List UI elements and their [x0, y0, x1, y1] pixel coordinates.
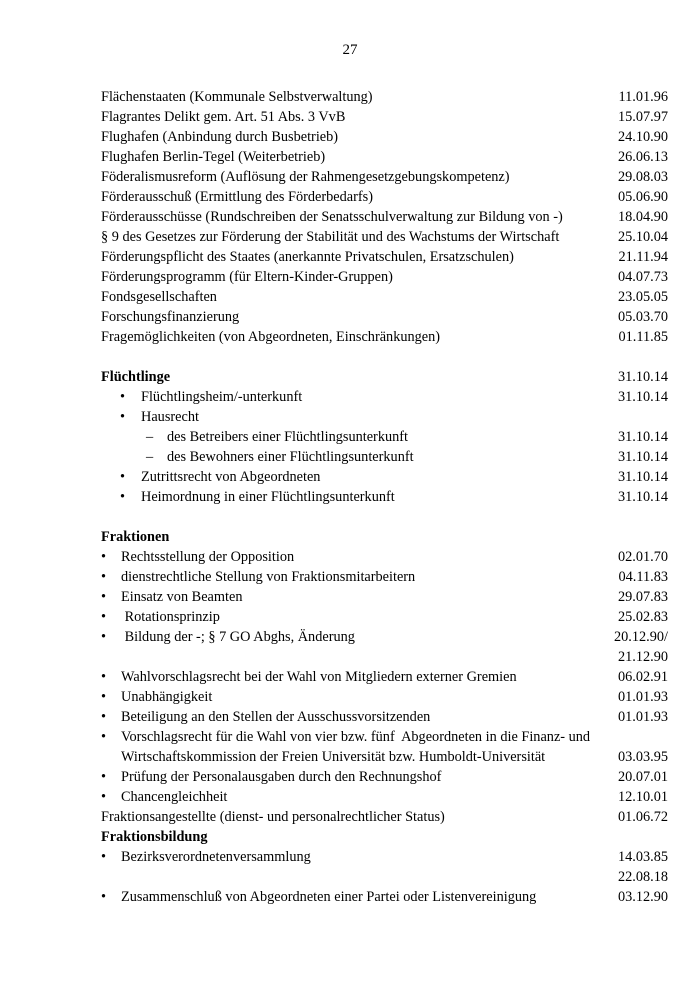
entry-date: 06.02.91 [617, 669, 668, 685]
bullet-icon: • [101, 669, 107, 685]
list-item-continuation [101, 747, 668, 767]
list-item [101, 607, 668, 627]
entry-text: dienstrechtliche Stellung von Fraktionsmitarbeitern [121, 569, 416, 585]
bullet-icon: • [101, 769, 107, 785]
index-entry [101, 287, 668, 307]
list-item [101, 567, 668, 587]
entry-text: Bezirksverordnetenversammlung [121, 849, 311, 865]
entry-text: Rotationsprinzip [121, 609, 220, 625]
bullet-icon: • [101, 729, 107, 745]
entry-text: Fragemöglichkeiten (von Abgeordneten, Einschränkungen) [101, 329, 441, 345]
list-item [101, 487, 668, 507]
bullet-icon: • [101, 889, 107, 905]
list-item [101, 627, 668, 647]
index-entry [101, 267, 668, 287]
entry-text: Vorschlagsrecht für die Wahl von vier bzw. fünf Abgeordneten in die Finanz- und [121, 729, 591, 745]
sub-list-item [101, 427, 668, 447]
entry-date: 31.10.14 [617, 489, 668, 505]
bullet-icon: • [120, 389, 126, 405]
index-entry [101, 127, 668, 147]
entry-text: Föderalismusreform (Auflösung der Rahmengesetzgebungskompetenz) [101, 169, 510, 185]
bullet-icon: • [101, 549, 107, 565]
entry-text: des Bewohners einer Flüchtlingsunterkunft [167, 449, 414, 465]
bullet-icon: • [120, 409, 126, 425]
entry-text: Unabhängigkeit [121, 689, 213, 705]
entry-text: § 9 des Gesetzes zur Förderung der Stabilität und des Wachstums der Wirtschaft [101, 229, 560, 245]
entry-text: Rechtsstellung der Opposition [121, 549, 295, 565]
entry-text: Wirtschaftskommission der Freien Universität bzw. Humboldt-Universität [121, 749, 546, 765]
bullet-icon: • [101, 789, 107, 805]
entry-date: 31.10.14 [617, 389, 668, 405]
entry-date: 26.06.13 [617, 149, 668, 165]
list-item [101, 767, 668, 787]
index-entry [101, 87, 668, 107]
entry-date: 03.12.90 [617, 889, 668, 905]
entry-text: Beteiligung an den Stellen der Ausschussvorsitzenden [121, 709, 431, 725]
entry-date: 31.10.14 [617, 469, 668, 485]
entry-date: 05.03.70 [617, 309, 668, 325]
entry-date: 29.08.03 [617, 169, 668, 185]
section-heading-text: Fraktionsbildung [101, 829, 208, 845]
index-entry [101, 167, 668, 187]
entry-text: Flughafen Berlin-Tegel (Weiterbetrieb) [101, 149, 326, 165]
entry-date: 24.10.90 [617, 129, 668, 145]
index-entry [101, 147, 668, 167]
entry-date: 05.06.90 [617, 189, 668, 205]
list-item [101, 887, 668, 907]
entry-date: 01.11.85 [618, 329, 668, 345]
list-item [101, 387, 668, 407]
entry-text: Flüchtlingsheim/-unterkunft [141, 389, 303, 405]
entry-date: 29.07.83 [617, 589, 668, 605]
entry-date: 01.06.72 [617, 809, 668, 825]
entry-date: 31.10.14 [617, 429, 668, 445]
bullet-icon: • [101, 709, 107, 725]
entry-date: 15.07.97 [617, 109, 668, 125]
bullet-icon: • [101, 849, 107, 865]
sub-list-item [101, 447, 668, 467]
entry-text: Zutrittsrecht von Abgeordneten [141, 469, 321, 485]
bullet-icon: • [101, 569, 107, 585]
entry-date: 20.07.01 [617, 769, 668, 785]
entry-date: 01.01.93 [617, 689, 668, 705]
bullet-icon: • [101, 609, 107, 625]
section-heading-fraktionsbildung [101, 827, 668, 847]
index-entry [101, 187, 668, 207]
entry-text: Heimordnung in einer Flüchtlingsunterkunft [141, 489, 395, 505]
entry-text: Förderausschüsse (Rundschreiben der Senatsschulverwaltung zur Bildung von -) [101, 209, 563, 225]
index-entry [101, 327, 668, 347]
entry-date: 14.03.85 [617, 849, 668, 865]
page-number: 27 [342, 42, 358, 58]
entry-date: 12.10.01 [617, 789, 668, 805]
list-item [101, 467, 668, 487]
entry-text: Prüfung der Personalausgaben durch den Rechnungshof [121, 769, 442, 785]
section-heading-fraktionen [101, 527, 668, 547]
dash-icon: – [146, 449, 154, 465]
entry-date: 31.10.14 [617, 449, 668, 465]
entry-date: 03.03.95 [617, 749, 668, 765]
entry-text: Förderungspflicht des Staates (anerkannte Privatschulen, Ersatzschulen) [101, 249, 514, 265]
entry-date: 22.08.18 [617, 869, 668, 885]
entry-date: 25.02.83 [617, 609, 668, 625]
bullet-icon: • [101, 629, 107, 645]
list-item [101, 667, 668, 687]
list-item [101, 587, 668, 607]
entry-date: 01.01.93 [617, 709, 668, 725]
list-item [101, 847, 668, 867]
entry-date: 25.10.04 [617, 229, 668, 245]
entry-text: Förderungsprogramm (für Eltern-Kinder-Gruppen) [101, 269, 393, 285]
list-item [101, 727, 668, 747]
list-item-continuation [101, 647, 668, 667]
entry-text: Einsatz von Beamten [121, 589, 243, 605]
index-entry [101, 807, 668, 827]
entry-date: 20.12.90/ [613, 629, 668, 645]
list-item [101, 787, 668, 807]
list-item [101, 407, 668, 427]
index-entry [101, 207, 668, 227]
list-item [101, 707, 668, 727]
entry-text: Flughafen (Anbindung durch Busbetrieb) [101, 129, 339, 145]
bullet-icon: • [120, 489, 126, 505]
section-heading-text: Fraktionen [101, 529, 170, 545]
entry-text: Zusammenschluß von Abgeordneten einer Partei oder Listenvereinigung [121, 889, 537, 905]
entry-text: Flagrantes Delikt gem. Art. 51 Abs. 3 VvB [101, 109, 346, 125]
entry-text: Chancengleichheit [121, 789, 228, 805]
entry-date: 04.11.83 [618, 569, 668, 585]
index-entry [101, 227, 668, 247]
entry-date: 21.11.94 [618, 249, 668, 265]
bullet-icon: • [120, 469, 126, 485]
entry-text: Fraktionsangestellte (dienst- und personalrechtlicher Status) [101, 809, 445, 825]
entry-date: 31.10.14 [617, 369, 668, 385]
entry-text: Flächenstaaten (Kommunale Selbstverwaltung) [101, 89, 373, 105]
dash-icon: – [146, 429, 154, 445]
section-heading-text: Flüchtlinge [101, 369, 171, 385]
entry-text: Förderausschuß (Ermittlung des Förderbedarfs) [101, 189, 373, 205]
entry-text: Fondsgesellschaften [101, 289, 217, 305]
list-item [101, 687, 668, 707]
entry-date: 23.05.05 [617, 289, 668, 305]
bullet-icon: • [101, 589, 107, 605]
entry-text: des Betreibers einer Flüchtlingsunterkunft [167, 429, 409, 445]
entry-text: Bildung der -; § 7 GO Abghs, Änderung [121, 629, 355, 645]
section-heading-fluechtlinge [101, 367, 668, 387]
entry-date: 11.01.96 [618, 89, 668, 105]
bullet-icon: • [101, 689, 107, 705]
entry-date: 18.04.90 [617, 209, 668, 225]
index-entry [101, 307, 668, 327]
index-entry [101, 247, 668, 267]
index-entry [101, 107, 668, 127]
entry-text: Wahlvorschlagsrecht bei der Wahl von Mitgliedern externer Gremien [121, 669, 517, 685]
list-item [101, 547, 668, 567]
list-item-continuation [101, 867, 668, 887]
entry-text: Hausrecht [141, 409, 199, 425]
entry-date: 21.12.90 [617, 649, 668, 665]
entry-date: 04.07.73 [617, 269, 668, 285]
entry-date: 02.01.70 [617, 549, 668, 565]
entry-text: Forschungsfinanzierung [101, 309, 240, 325]
